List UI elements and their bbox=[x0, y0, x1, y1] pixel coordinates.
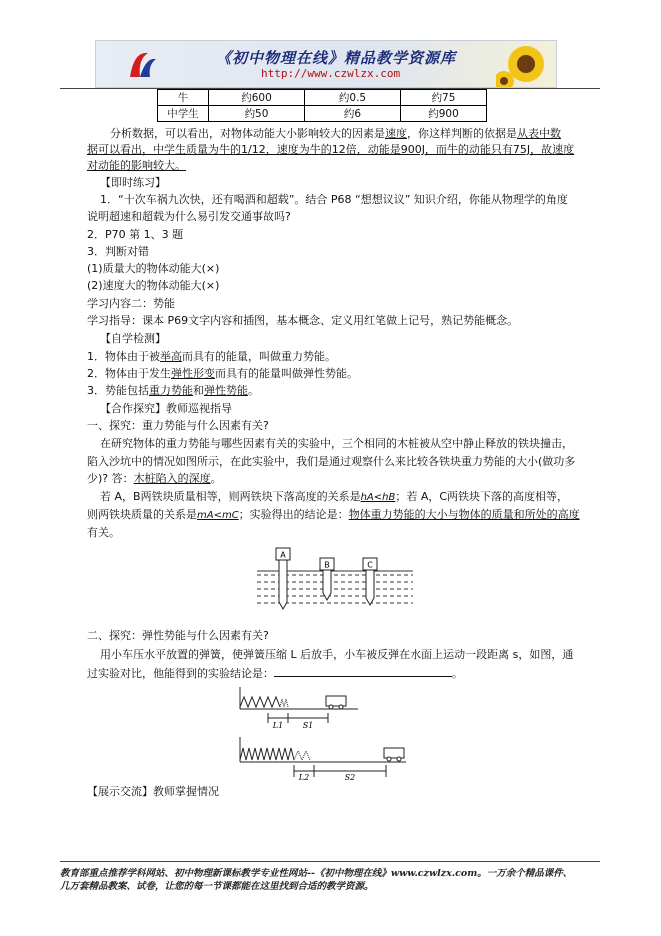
coop-section-1-title: 一、探究：重力势能与什么因素有关? bbox=[87, 419, 269, 432]
coop-section-2-title: 二、探究：弹性势能与什么因素有关? bbox=[87, 629, 269, 642]
table-cell: 中学生 bbox=[158, 106, 209, 122]
practice-q3b: (2)速度大的物体动能大(×) bbox=[87, 279, 220, 292]
coop-s1-line6: 有关。 bbox=[87, 526, 120, 539]
site-logo-icon bbox=[124, 47, 158, 81]
spring-label-s1: S1 bbox=[302, 721, 314, 730]
selfcheck-item-3 bbox=[87, 384, 259, 398]
coop-answer: hA<hB bbox=[360, 492, 396, 503]
selfcheck-heading: 【自学检测】 bbox=[100, 332, 166, 345]
selfcheck-text: 3．势能包括 bbox=[87, 384, 149, 397]
coop-heading: 【合作探究】教师巡视指导 bbox=[100, 402, 232, 415]
selfcheck-answer: 重力势能 bbox=[149, 384, 193, 397]
selfcheck-text: 而具有的能量，叫做重力势能。 bbox=[182, 350, 336, 363]
practice-q3a: (1)质量大的物体动能大(×) bbox=[87, 262, 220, 275]
coop-s1-line3 bbox=[87, 472, 222, 486]
banner-url: http://www.czwlzx.com bbox=[261, 67, 401, 80]
analysis-answer: 从表中数 bbox=[517, 127, 561, 140]
selfcheck-item-2 bbox=[87, 367, 358, 381]
table-cell: 约75 bbox=[401, 90, 487, 106]
table-cell: 约6 bbox=[305, 106, 401, 122]
practice-q2: 2．P70 第 1、3 题 bbox=[87, 228, 184, 241]
table-cell: 牛 bbox=[158, 90, 209, 106]
coop-s1-line4 bbox=[100, 490, 568, 505]
practice-q1-line2: 说明超速和超载为什么易引发交通事故吗? bbox=[87, 210, 291, 223]
analysis-line-3: 对动能的影响较大。 bbox=[87, 159, 186, 172]
coop-text: 。 bbox=[452, 667, 463, 680]
analysis-text: 分析数据，可以看出，对物体动能大小影响较大的因素是 bbox=[110, 127, 385, 140]
banner-title: 《初中物理在线》精品教学资源库 bbox=[216, 49, 457, 67]
coop-answer: mA<mC bbox=[197, 510, 239, 521]
table-cell: 约50 bbox=[209, 106, 305, 122]
coop-s2-line1: 用小车压水平放置的弹簧，使弹簧压缩 L 后放手，小车被反弹在水面上运动一段距离 s，如图，通 bbox=[100, 648, 574, 661]
footer-line-1: 教育部重点推荐学科网站、初中物理新课标教学专业性网站--《初中物理在线》www.czwlzx.com。一万余个精品课件、 bbox=[60, 868, 573, 879]
spring-label-l2: L2 bbox=[298, 773, 310, 781]
analysis-line-2: 据可以看出，中学生质量为牛的1/12，速度为牛的12倍，动能是900J，而牛的动能只有75J，故速度 bbox=[87, 143, 575, 156]
spring-label-s2: S2 bbox=[344, 773, 356, 781]
practice-q3: 3．判断对错 bbox=[87, 245, 149, 258]
coop-text: 。 bbox=[210, 472, 222, 485]
practice-heading: 【即时练习】 bbox=[100, 176, 166, 189]
coop-s2-line2 bbox=[87, 666, 463, 681]
sunflower-icon bbox=[496, 41, 556, 87]
selfcheck-answer: 弹性势能 bbox=[204, 384, 248, 397]
analysis-text: ，你这样判断的依据是 bbox=[407, 127, 517, 140]
data-table bbox=[157, 89, 487, 122]
selfcheck-text: 而具有的能量叫做弹性势能。 bbox=[215, 367, 358, 380]
stake-label-c: C bbox=[367, 560, 373, 570]
stakes-figure bbox=[255, 545, 415, 613]
analysis-line-1 bbox=[110, 127, 561, 141]
spring-label-l1: L1 bbox=[272, 721, 284, 730]
content2-title: 学习内容二：势能 bbox=[87, 297, 175, 310]
coop-text: 过实验对比，他能得到的实验结论是： bbox=[87, 667, 274, 680]
footer-rule bbox=[60, 861, 600, 862]
selfcheck-text: 和 bbox=[193, 384, 204, 397]
answer-blank[interactable] bbox=[274, 666, 452, 677]
table-row bbox=[158, 106, 487, 122]
coop-text: 若 A，B两铁块质量相等，则两铁块下落高度的关系是 bbox=[100, 490, 361, 503]
coop-text: 少)? 答： bbox=[87, 472, 134, 485]
coop-s1-line1: 在研究物体的重力势能与哪些因素有关的实验中，三个相同的木桩被从空中静止释放的铁块撞击， bbox=[100, 437, 573, 450]
coop-answer: 木桩陷入的深度 bbox=[133, 472, 211, 485]
selfcheck-text: 。 bbox=[248, 384, 259, 397]
selfcheck-item-1 bbox=[87, 350, 336, 364]
table-cell: 约900 bbox=[401, 106, 487, 122]
table-cell: 约600 bbox=[209, 90, 305, 106]
coop-text: ；若 A，C两铁块下落的高度相等， bbox=[395, 490, 569, 503]
content2-guide: 学习指导：课本 P69文字内容和插图，基本概念、定义用红笔做上记号，熟记势能概念。 bbox=[87, 314, 519, 327]
selfcheck-text: 2．物体由于发生 bbox=[87, 367, 171, 380]
show-heading: 【展示交流】教师掌握情况 bbox=[87, 785, 219, 798]
selfcheck-answer: 弹性形变 bbox=[171, 367, 215, 380]
coop-answer: 物体重力势能的大小与物体的质量和所处的高度 bbox=[348, 508, 580, 521]
header-banner bbox=[95, 40, 557, 88]
table-row bbox=[158, 90, 487, 106]
coop-s1-line2: 陷入沙坑中的情况如图所示，在此实验中，我们是通过观察什么来比较各铁块重力势能的大小(做功多 bbox=[87, 455, 576, 468]
practice-q1-line1: 1．“十次车祸九次快，还有喝酒和超载”。结合 P68 “想想议议” 知识介绍，你能从物理学的角度 bbox=[100, 193, 568, 206]
spring-cart-figure bbox=[238, 685, 408, 781]
analysis-answer: 速度 bbox=[385, 127, 407, 140]
coop-text: ；实验得出的结论是： bbox=[238, 508, 349, 521]
coop-text: 则两铁块质量的关系是 bbox=[87, 508, 197, 521]
footer-line-2: 几万套精品教案、试卷，让您的每一节课都能在这里找到合适的教学资源。 bbox=[60, 881, 374, 892]
table-cell: 约0.5 bbox=[305, 90, 401, 106]
coop-s1-line5 bbox=[87, 508, 580, 523]
selfcheck-text: 1．物体由于被 bbox=[87, 350, 160, 363]
stake-label-a: A bbox=[280, 550, 286, 560]
selfcheck-answer: 举高 bbox=[160, 350, 182, 363]
footer bbox=[60, 867, 620, 893]
stake-label-b: B bbox=[324, 560, 330, 570]
